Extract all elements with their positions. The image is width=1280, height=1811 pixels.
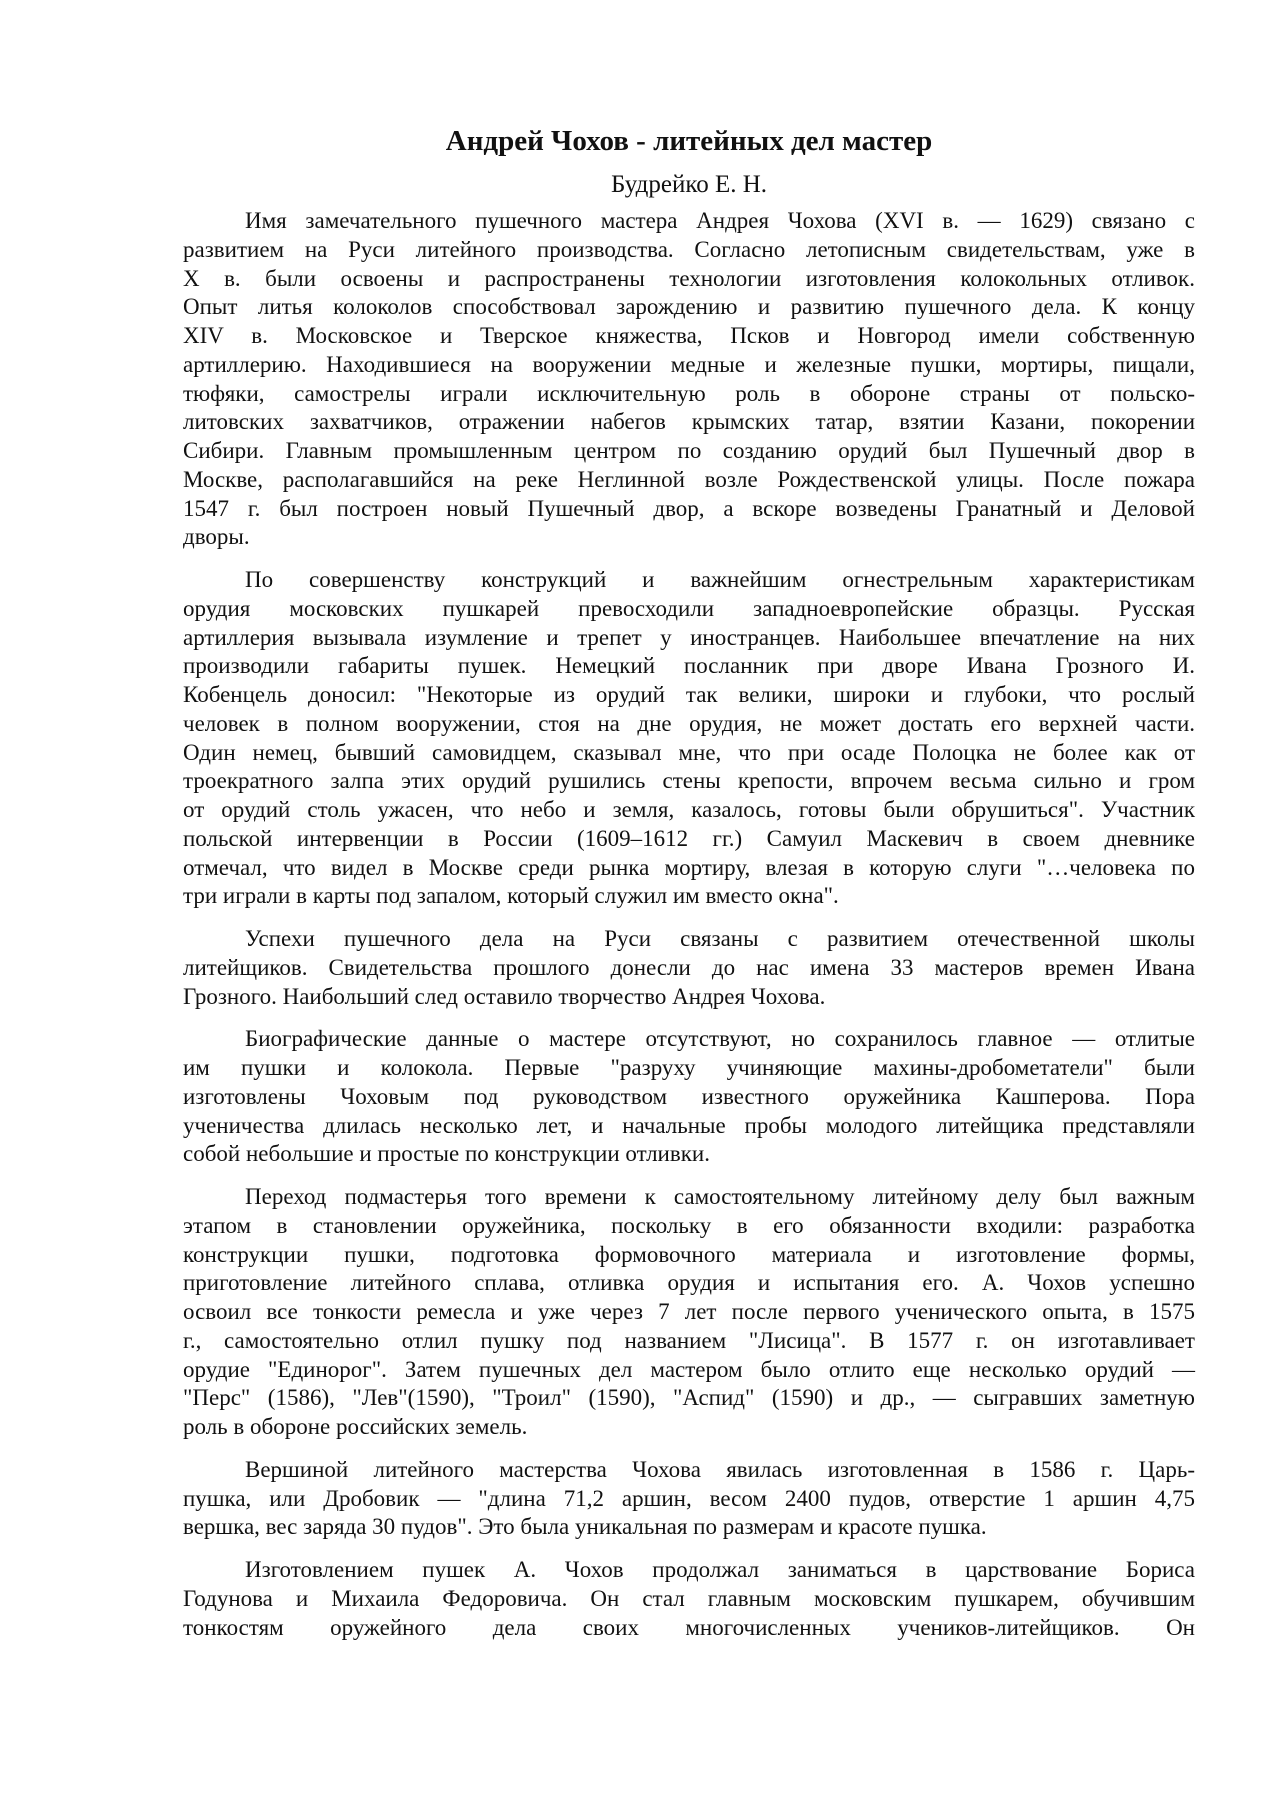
paragraph-line: литейщиков. Свидетельства прошлого донесли до нас имена 33 мастеров времен Ивана [183,954,1195,980]
paragraph-line: Опыт литья колоколов способствовал зарождению и развитию пушечного дела. К концу [183,294,1195,320]
paragraph-line: Годунова и Михаила Федоровича. Он стал главным московским пушкарем, обучившим [183,1585,1195,1611]
document-page [183,122,1195,1656]
paragraph [183,1025,1195,1169]
paragraph-line: вершка, вес заряда 30 пудов". Это была уникальная по размерам и красоте пушка. [183,1514,987,1540]
paragraph-line: Изготовлением пушек А. Чохов продолжал заниматься в царствование Бориса [245,1557,1195,1582]
paragraph-line: литовских захватчиков, отражении набегов крымских татар, взятии Казани, покорении [183,409,1195,435]
paragraph-line: орудия московских пушкарей превосходили западноевропейские образцы. Русская [183,595,1195,621]
paragraph-line: Один немец, бывший самовидцем, сказывал мне, что при осаде Полоцка не более как от [183,739,1195,765]
paragraph-line: артиллерия вызывала изумление и трепет у иностранцев. Наибольшее впечатление на них [183,624,1195,650]
paragraph-line: три играли в карты под запалом, который служил им вместо окна". [183,883,839,909]
paragraph-line: дворы. [183,524,250,550]
paragraph-line: им пушки и колокола. Первые "разруху учиняющие махины-дробометатели" были [183,1055,1195,1080]
paragraph-line: Имя замечательного пушечного мастера Андрея Чохова (XVI в. — 1629) связано с [245,208,1195,233]
paragraph [183,207,1195,552]
paragraph [183,566,1195,911]
paragraph-line: этапом в становлении оружейника, поскольку в его обязанности входили: разработка [183,1212,1195,1238]
paragraph-line: орудие "Единорог". Затем пушечных дел мастером было отлито еще несколько орудий — [183,1356,1195,1382]
paragraph-line: пушка, или Дробовик — "длина 71,2 аршин, весом 2400 пудов, отверстие 1 аршин 4,75 [183,1485,1195,1511]
document-body [183,207,1195,1642]
paragraph-line: X в. были освоены и распространены технологии изготовления колокольных отливок. [183,265,1195,291]
paragraph-line: Москве, располагавшийся на реке Неглинной возле Рождественской улицы. После пожара [183,466,1195,492]
paragraph-line: производили габариты пушек. Немецкий посланник при дворе Ивана Грозного И. [183,653,1195,679]
paragraph-line: "Перс" (1586), "Лев"(1590), "Троил" (1590), "Аспид" (1590) и др., — сыгравших заметную [183,1385,1195,1411]
paragraph-line: троекратного залпа этих орудий рушились стены крепости, впрочем весьма сильно и гром [183,768,1195,794]
paragraph-line: Кобенцель доносил: "Некоторые из орудий так велики, широки и глубоки, что рослый [183,682,1195,707]
paragraph-line: приготовление литейного сплава, отливка орудия и испытания его. А. Чохов успешно [183,1270,1195,1296]
paragraph-line: собой небольшие и простые по конструкции отливки. [183,1141,710,1167]
paragraph-line: XIV в. Московское и Тверское княжества, Псков и Новгород имели собственную [183,323,1195,348]
paragraph-line: роль в обороне российских земель. [183,1414,528,1439]
paragraph-line: По совершенству конструкций и важнейшим огнестрельным характеристикам [245,567,1195,592]
paragraph-line: артиллерию. Находившиеся на вооружении медные и железные пушки, мортиры, пищали, [183,351,1195,377]
paragraph [183,925,1195,1011]
paragraph-line: Успехи пушечного дела на Руси связаны с развитием отечественной школы [245,926,1195,951]
paragraph-line: конструкции пушки, подготовка формовочного материала и изготовление формы, [183,1241,1195,1267]
paragraph [183,1456,1195,1542]
paragraph-line: г., самостоятельно отлил пушку под названием "Лисица". В 1577 г. он изготавливает [183,1327,1195,1353]
paragraph-line: человек в полном вооружении, стоя на дне орудия, не может достать его верхней части. [183,710,1195,736]
paragraph-line: развитием на Руси литейного производства. Согласно летописным свидетельствам, уже в [183,236,1195,262]
paragraph-line: тонкостям оружейного дела своих многочисленных учеников-литейщиков. Он [183,1614,1195,1640]
paragraph-line: от орудий столь ужасен, что небо и земля, казалось, готовы были обрушиться". Участник [183,797,1195,822]
paragraph-line: Сибири. Главным промышленным центром по созданию орудий был Пушечный двор в [183,438,1195,463]
paragraph [183,1183,1195,1442]
paragraph-line: 1547 г. был построен новый Пушечный двор, а вскоре возведены Гранатный и Деловой [183,495,1195,521]
paragraph-line: освоил все тонкости ремесла и уже через 7 лет после первого ученического опыта, в 1575 [183,1299,1195,1324]
paragraph-line: отмечал, что видел в Москве среди рынка мортиру, влезая в которую слуги "…человека по [183,854,1195,880]
document-author: Будрейко Е. Н. [610,171,768,198]
document-title: Андрей Чохов - литейных дел мастер [445,125,933,157]
paragraph-line: польской интервенции в России (1609–1612 гг.) Самуил Маскевич в своем дневнике [183,825,1195,851]
paragraph-line: Переход подмастерья того времени к самостоятельному литейному делу был важным [245,1184,1195,1209]
paragraph [183,1556,1195,1642]
paragraph-line: Биографические данные о мастере отсутствуют, но сохранилось главное — отлитые [245,1026,1195,1052]
paragraph-line: ученичества длилась несколько лет, и начальные пробы молодого литейщика представляли [183,1112,1195,1138]
paragraph-line: тюфяки, самострелы играли исключительную роль в обороне страны от польско- [183,380,1195,406]
paragraph-line: Грозного. Наибольший след оставило творчество Андрея Чохова. [183,983,826,1009]
paragraph-line: изготовлены Чоховым под руководством известного оружейника Кашперова. Пора [183,1083,1195,1109]
paragraph-line: Вершиной литейного мастерства Чохова явилась изготовленная в 1586 г. Царь- [245,1456,1195,1482]
